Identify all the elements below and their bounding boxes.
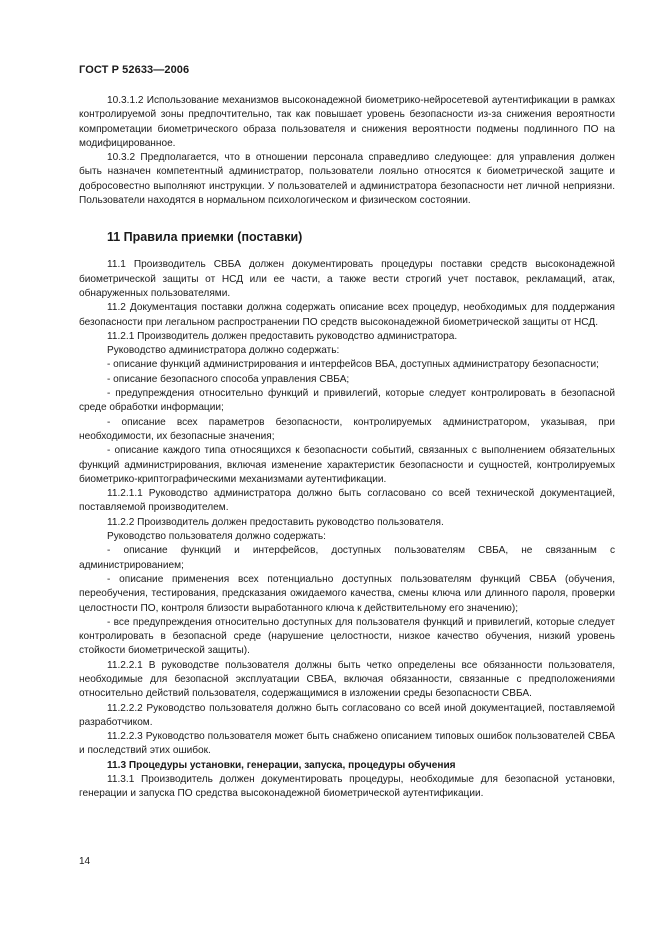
paragraph-10-3-1-2: 10.3.1.2 Использование механизмов высоконадежной биометрико-нейросетевой аутентификации в рамках контролируемой зоны предпочтительно, так как повышает уровень безопасности из-за снижения вероятности компрометации биометрического образа пользователя и снижения вероятности подмены подлинного ПО на модифицированное. <box>79 95 615 149</box>
list-item: - все предупреждения относительно доступных для пользователя функций и привилегий, которые следует контролировать в безопасной среде (нарушение целостности, низкое качество обучения, низкий уровень стойкости биометрической защиты). <box>79 616 615 657</box>
section-11-heading: 11 Правила приемки (поставки) <box>107 230 303 245</box>
section-11-3-heading: 11.3 Процедуры установки, генерации, запуска, процедуры обучения <box>107 759 456 771</box>
list-item: - предупреждения относительно функций и привилегий, которые следует контролировать в безопасной среде обработки информации; <box>79 388 615 414</box>
list-item: - описание каждого типа относящихся к безопасности событий, связанных с выполнением обязательных функций администрирования, включая изменение характеристик безопасности и сущностей, контролируемых биометрико-криптографическими механизмами аутентификации. <box>79 445 615 485</box>
paragraph-11-2-2-3: 11.2.2.3 Руководство пользователя может быть снабжено описанием типовых ошибок пользователей СВБА и последствий этих ошибок. <box>79 731 615 757</box>
paragraph-11-2: 11.2 Документация поставки должна содержать описание всех процедур, необходимых для поддержания безопасности при легальном распространении ПО средств высоконадежной биометрической защиты от НСД. <box>79 302 615 328</box>
paragraph-11-2-2-2: 11.2.2.2 Руководство пользователя должно быть согласовано со всей иной документацией, поставляемой разработчиком. <box>79 702 615 728</box>
paragraph-admin-guide-intro: Руководство администратора должно содержать: <box>107 345 340 357</box>
paragraph-11-2-1-1: 11.2.1.1 Руководство администратора должно быть согласовано со всей технической документацией, поставляемой производителем. <box>79 488 615 514</box>
paragraph-10-3-2: 10.3.2 Предполагается, что в отношении персонала справедливо следующее: для управления должен быть назначен компетентный администратор, пользователи лояльно относятся к биометрической защите и добросовестно выполняют инструкции. У пользователей и администратора безопасности нет личной неприязни. Пользователи находятся в нормальном психологическом и физическом состоянии. <box>79 152 615 207</box>
document-header: ГОСТ Р 52633—2006 <box>79 64 190 76</box>
paragraph-11-1: 11.1 Производитель СВБА должен документировать процедуры поставки средств высоконадежной биометрической защиты от НСД или ее части, а также вести строгий учет поставок, рекламаций, атак, обнаруженных пользователями. <box>79 259 615 299</box>
paragraph-11-3-1: 11.3.1 Производитель должен документировать процедуры, необходимые для безопасной установки, генерации и запуска ПО средства высоконадежной биометрической аутентификации. <box>79 774 615 800</box>
paragraph-11-2-2-1: 11.2.2.1 В руководстве пользователя должны быть четко определены все обязанности пользователя, необходимые для безопасной эксплуатации СВБА, включая обязанности, связанные с предположениями относительно действий пользователя, содержащимися в изложении среды безопасности СВБА. <box>79 659 615 700</box>
list-item: - описание всех параметров безопасности, контролируемых администратором, указывая, при необходимости, их безопасные значения; <box>79 416 615 442</box>
page-number: 14 <box>79 856 91 867</box>
document-body <box>79 94 615 802</box>
list-item: - описание функций и интерфейсов, доступных пользователям СВБА, не связанным с администрированием; <box>79 545 615 571</box>
list-item: - описание безопасного способа управления СВБА; <box>107 373 350 385</box>
paragraph-11-2-1: 11.2.1 Производитель должен предоставить руководство администратора. <box>107 330 458 342</box>
list-item: - описание функций администрирования и интерфейсов ВБА, доступных администратору безопасности; <box>107 359 599 371</box>
paragraph-user-guide-intro: Руководство пользователя должно содержать: <box>107 531 326 543</box>
paragraph-11-2-2: 11.2.2 Производитель должен предоставить руководство пользователя. <box>107 516 444 528</box>
list-item: - описание применения всех потенциально доступных пользователям функций СВБА (обучения, переобучения, тестирования, предсказания ожидаемого качества, смены ключа или длинного пароля, проверки целостности ПО, контроля близости выработанного ключа к действительному его значению); <box>79 573 615 614</box>
